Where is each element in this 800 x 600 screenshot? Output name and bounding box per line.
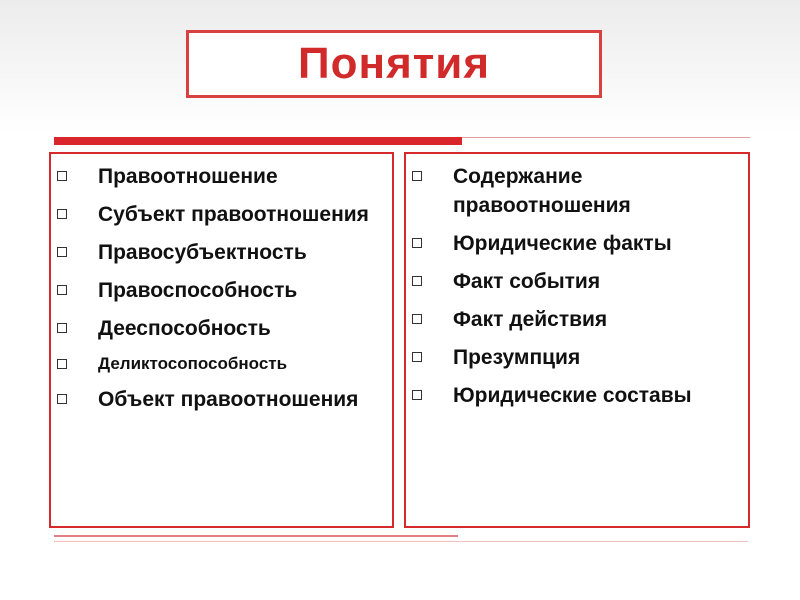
- list-item: [51, 276, 386, 305]
- list-item: [51, 162, 386, 191]
- list-item: [51, 385, 386, 414]
- square-bullet-icon: [57, 209, 67, 219]
- list-item: [51, 238, 386, 267]
- list-item: [406, 267, 742, 296]
- list-item: [51, 352, 386, 376]
- square-bullet-icon: [412, 276, 422, 286]
- list-item-label: Субъект правоотношения: [98, 203, 369, 226]
- square-bullet-icon: [57, 359, 67, 369]
- square-bullet-icon: [412, 352, 422, 362]
- list-item-label: Факт действия: [453, 308, 608, 331]
- square-bullet-icon: [412, 238, 422, 248]
- list-item: [51, 314, 386, 343]
- list-item: [406, 381, 742, 410]
- footer-rule-left: [54, 535, 458, 537]
- list-item: [406, 343, 742, 372]
- header-rule-thin: [462, 137, 750, 138]
- list-item-label: Дееспособность: [98, 317, 271, 340]
- list-item-label: Презумпция: [453, 346, 581, 369]
- square-bullet-icon: [57, 323, 67, 333]
- footer-rule-thin: [54, 541, 748, 542]
- list-item-label: Правосубъектность: [98, 241, 307, 264]
- title-box: [186, 30, 602, 98]
- list-item-label: Юридические факты: [453, 232, 672, 255]
- list-item-label: Юридические составы: [453, 384, 692, 407]
- square-bullet-icon: [412, 171, 422, 181]
- page-title: Понятия: [297, 39, 491, 88]
- square-bullet-icon: [412, 390, 422, 400]
- square-bullet-icon: [57, 247, 67, 257]
- list-item-label: Правоотношение: [98, 165, 278, 188]
- left-concept-list: [51, 162, 386, 423]
- list-item-label: Деликтосопособность: [98, 354, 288, 373]
- list-item: [51, 200, 386, 229]
- list-item: [406, 229, 742, 258]
- right-column-box: [404, 152, 750, 528]
- square-bullet-icon: [57, 394, 67, 404]
- square-bullet-icon: [412, 314, 422, 324]
- list-item: [406, 162, 742, 220]
- list-item-label: Содержание правоотношения: [453, 165, 631, 217]
- list-item-label: Объект правоотношения: [98, 388, 359, 411]
- right-concept-list: [406, 162, 742, 419]
- square-bullet-icon: [57, 285, 67, 295]
- list-item-label: Правоспособность: [98, 279, 298, 302]
- header-rule-thick: [54, 137, 462, 145]
- list-item: [406, 305, 742, 334]
- left-column-box: [49, 152, 394, 528]
- list-item-label: Факт события: [453, 270, 601, 293]
- square-bullet-icon: [57, 171, 67, 181]
